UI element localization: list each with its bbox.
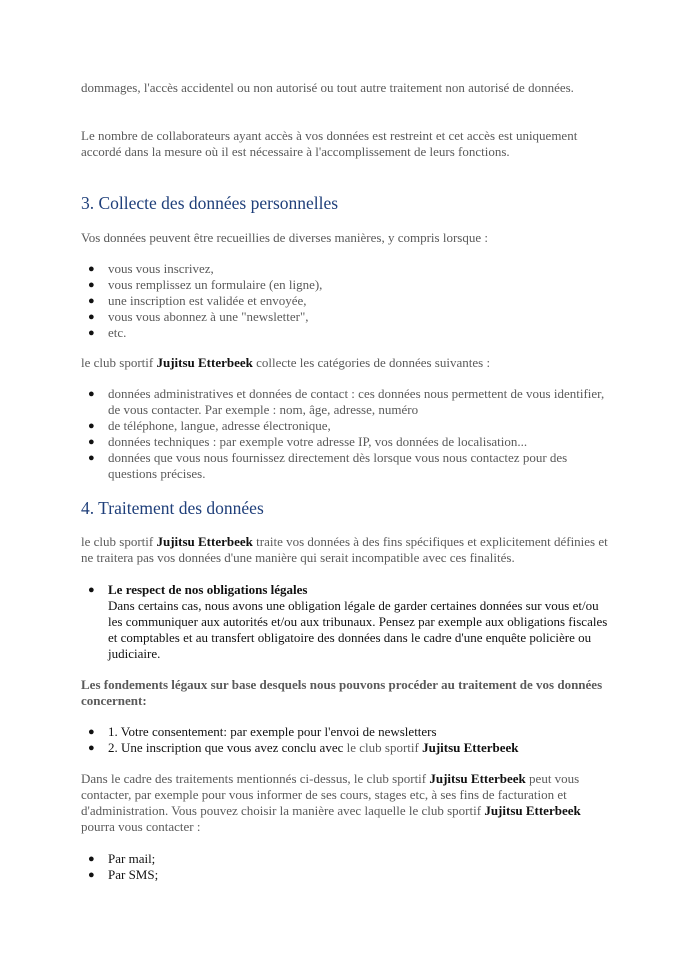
list-item: ● etc. [88, 325, 127, 340]
bullet-icon: ● [88, 853, 95, 865]
club-name: Jujitsu Etterbeek [429, 771, 526, 786]
club-name: Jujitsu Etterbeek [156, 355, 253, 370]
obligation-title: Le respect de nos obligations légales [108, 582, 308, 597]
bullet-icon: ● [88, 584, 95, 596]
obligation-text: Dans certains cas, nous avons une obligation légale de garder certaines données sur vous et/ou les communiquer aux autorités et/ou aux tribunaux. Pensez par exemple aux obligations fiscales et comptables et au transfert obligatoire des données dans le cadre d'une enquête policière ou judiciaire. [108, 598, 608, 661]
legal-basis-heading: Les fondements légaux sur base desquels nous pouvons procéder au traitement de vos données concernent: [81, 677, 603, 708]
bullet-icon: ● [88, 263, 95, 275]
list-item: ● données techniques : par exemple votre adresse IP, vos données de localisation... [88, 434, 528, 449]
bullet-icon: ● [88, 311, 95, 323]
data-categories-list [81, 386, 611, 482]
data-categories-intro: le club sportif Jujitsu Etterbeek collecte les catégories de données suivantes : [81, 355, 491, 370]
list-item: ● vous vous abonnez à une "newsletter", [88, 309, 309, 324]
list-item: ● données que vous nous fournissez directement dès lorsque vous nous contactez pour des questions précises. [88, 450, 568, 481]
section-3-title: 3. Collecte des données personnelles [81, 193, 339, 213]
club-name: Jujitsu Etterbeek [484, 803, 581, 818]
bullet-icon: ● [88, 327, 95, 339]
contact-channels-list [81, 851, 611, 883]
club-name: Jujitsu Etterbeek [156, 534, 253, 549]
list-item: ● une inscription est validée et envoyée, [88, 293, 307, 308]
obligations-list [81, 582, 611, 662]
section-4-intro: le club sportif Jujitsu Etterbeek traite vos données à des fins spécifiques et explicitement définies et ne traitera pas vos données d'une manière qui serait incompatible avec ces finalités. [81, 534, 608, 565]
list-item: ● de téléphone, langue, adresse électronique, [88, 418, 331, 433]
bullet-icon: ● [88, 452, 95, 464]
club-name: Jujitsu Etterbeek [422, 740, 519, 755]
section-4-title: 4. Traitement des données [81, 498, 264, 518]
bullet-icon: ● [88, 726, 95, 738]
bullet-icon: ● [88, 388, 95, 400]
list-item: ● 2. Une inscription que vous avez conclu avec le club sportif Jujitsu Etterbeek [88, 740, 519, 755]
list-item: ● 1. Votre consentement: par exemple pour l'envoi de newsletters [88, 724, 437, 739]
bullet-icon: ● [88, 295, 95, 307]
list-item: ● Par mail; [88, 851, 156, 866]
list-item: ● vous remplissez un formulaire (en ligne), [88, 277, 323, 292]
bullet-icon: ● [88, 742, 95, 754]
bullet-icon: ● [88, 279, 95, 291]
legal-basis-list [81, 724, 611, 756]
contact-paragraph: Dans le cadre des traitements mentionnés ci-dessus, le club sportif Jujitsu Etterbeek peut vous contacter, par exemple pour vous informer de ses cours, stages etc, à ses fins de facturation et d'administration. Vous pouvez choisir la manière avec laquelle le club sportif Jujitsu Etterbeek pourra vous contacter : [81, 771, 581, 834]
bullet-icon: ● [88, 869, 95, 881]
list-item: ● données administratives et données de contact : ces données nous permettent de vous identifier, de vous contacter. Par exemple : nom, âge, adresse, numéro [88, 386, 605, 417]
bullet-icon: ● [88, 420, 95, 432]
list-item: ● Par SMS; [88, 867, 159, 882]
collection-list [81, 261, 611, 341]
paragraph-security: dommages, l'accès accidentel ou non autorisé ou tout autre traitement non autorisé de données. [81, 80, 574, 95]
bullet-icon: ● [88, 436, 95, 448]
paragraph-collaborators: Le nombre de collaborateurs ayant accès à vos données est restreint et cet accès est uniquement accordé dans la mesure où il est nécessaire à l'accomplissement de leurs fonctions. [81, 128, 578, 159]
list-item: ● vous vous inscrivez, [88, 261, 214, 276]
section-3-intro: Vos données peuvent être recueillies de diverses manières, y compris lorsque : [81, 230, 488, 245]
list-item [81, 582, 611, 662]
